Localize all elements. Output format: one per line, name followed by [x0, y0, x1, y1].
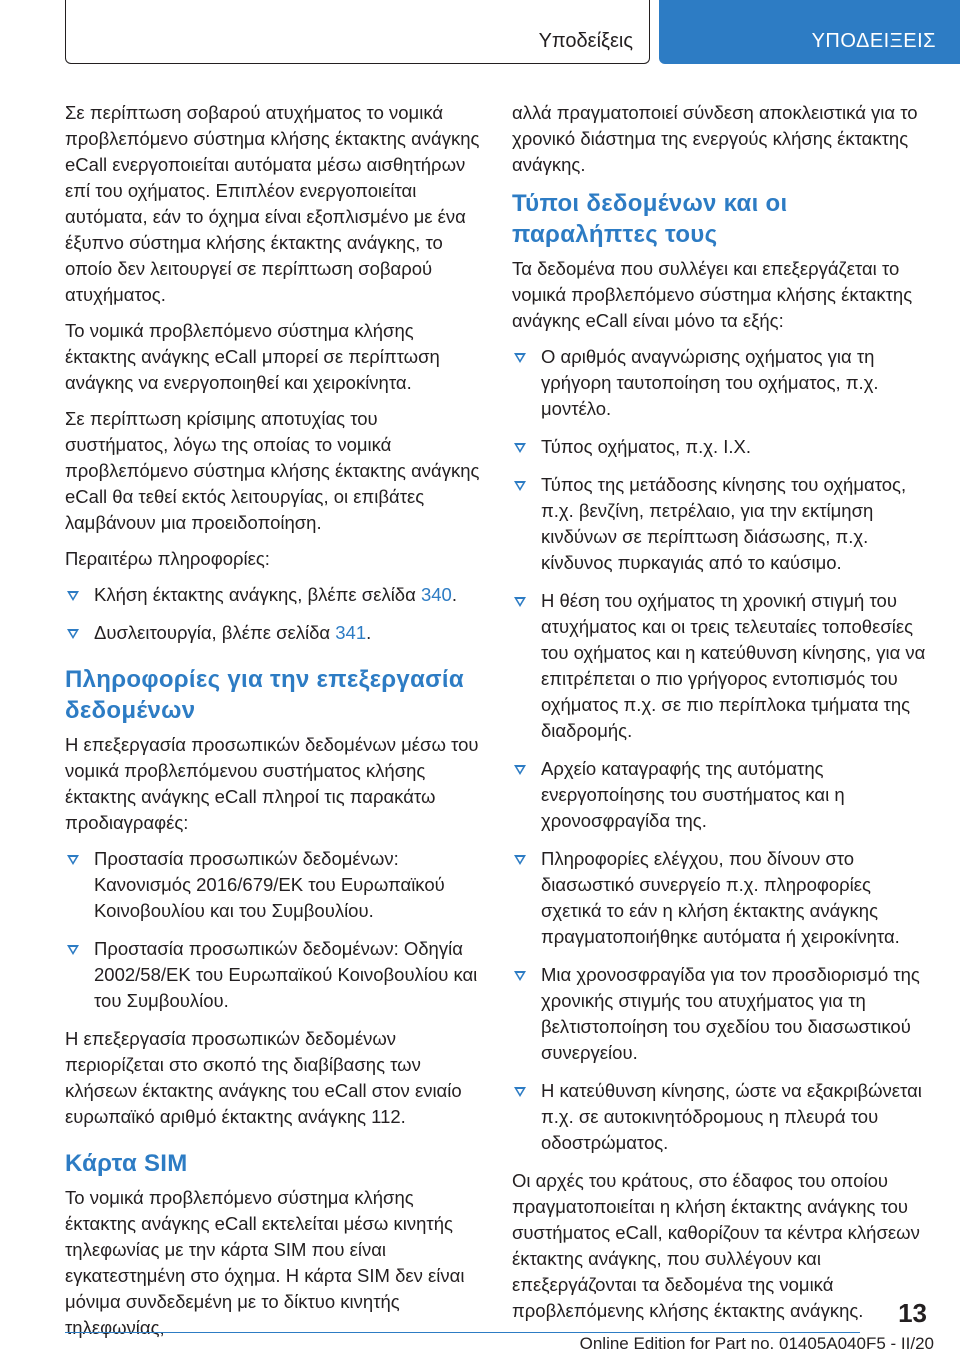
triangle-bullet-icon [514, 971, 526, 981]
footer-edition-text: Online Edition for Part no. 01405A040F5 - II/20 [579, 1334, 934, 1353]
page-number: 13 [898, 1298, 927, 1328]
list-item [512, 962, 928, 1066]
header-chapter-tab [659, 0, 960, 64]
reference-item [65, 582, 481, 608]
triangle-bullet-icon [514, 597, 526, 607]
paragraph: Οι αρχές του κράτους, στο έδαφος του οποίου πραγματοποιείται η κλήση έκτακτης ανάγκης του συστήματος eCall, καθορίζουν τα κέντρα κλήσεων έκτακτης ανάγκης, που συλλέγουν και επεξεργάζονται τα δεδομένα της νομικά προβλεπόμενης κλήσης έκτακτης ανάγκης. [512, 1170, 920, 1321]
left-column [65, 100, 481, 1351]
list-item [512, 1078, 928, 1156]
triangle-bullet-icon [67, 591, 79, 601]
section-heading: Τύποι δεδομένων και οι παραλήπτες τους [512, 190, 788, 248]
list-item [512, 588, 928, 744]
header-section-title: Υποδείξεις [538, 30, 633, 52]
page-link[interactable]: 340 [420, 584, 452, 605]
spec-list [65, 846, 481, 1014]
list-item [65, 936, 481, 1014]
paragraph: Το νομικά προβλεπόμενο σύστημα κλήσης έκτακτης ανάγκης eCall μπορεί σε περίπτωση ανάγκης να ενεργοποιηθεί και χειροκίνητα. [65, 320, 440, 393]
paragraph: Σε περίπτωση κρίσιμης αποτυχίας του συστήματος, λόγω της οποίας το νομικά προβλεπόμενο σύστημα κλήσης έκτακτης ανάγκης eCall θα τεθεί εκτός λειτουργίας, οι επιβάτες λαμβάνουν μια προειδοποίηση. [65, 408, 480, 533]
list-item-text: Προστασία προσωπικών δεδομένων: Οδηγία 2002/58/ΕΚ του Ευρωπαϊκού Κοινοβουλίου και του Συμβουλίου. [94, 938, 478, 1011]
section-heading: Κάρτα SIM [65, 1150, 188, 1177]
paragraph: Περαιτέρω πληροφορίες: [65, 548, 270, 569]
triangle-bullet-icon [514, 765, 526, 775]
paragraph: Η επεξεργασία προσωπικών δεδομένων μέσω του νομικά προβλεπόμενου συστήματος κλήσης έκτακτης ανάγκης eCall πληροί τις παρακάτω προδιαγραφές: [65, 734, 479, 833]
right-column [512, 100, 928, 1334]
list-item [512, 344, 928, 422]
triangle-bullet-icon [67, 629, 79, 639]
list-item [512, 434, 928, 460]
page-link[interactable]: 341 [335, 622, 367, 643]
list-item-text: Αρχείο καταγραφής της αυτόματης ενεργοποίησης του συστήματος και η χρονοσφραγίδα της. [541, 758, 845, 831]
list-item-text: Προστασία προσωπικών δεδομένων: Κανονισμός 2016/679/ΕΚ του Ευρωπαϊκού Κοινοβουλίου και του Συμβουλίου. [94, 848, 445, 921]
list-item [512, 756, 928, 834]
paragraph: Τα δεδομένα που συλλέγει και επεξεργάζεται το νομικά προβλεπόμενο σύστημα κλήσης έκτακτης ανάγκης eCall είναι μόνο τα εξής: [512, 258, 913, 331]
reference-text: Κλήση έκτακτης ανάγκης, βλέπε σελίδα [94, 584, 421, 605]
reference-end: . [366, 622, 372, 643]
section-heading: Πληροφορίες για την επεξεργασία δεδομένων [65, 666, 464, 724]
list-item-text: Τύπος οχήματος, π.χ. Ι.Χ. [541, 436, 751, 457]
data-types-list [512, 344, 928, 1156]
list-item [512, 846, 928, 950]
reference-end: . [451, 584, 457, 605]
list-item-text: Η κατεύθυνση κίνησης, ώστε να εξακριβώνεται π.χ. σε αυτοκινητόδρομους η πλευρά του οδοστρώματος. [541, 1080, 922, 1153]
reference-list [65, 582, 481, 646]
reference-item [65, 620, 481, 646]
paragraph: Η επεξεργασία προσωπικών δεδομένων περιορίζεται στο σκοπό της διαβίβασης των κλήσεων έκτακτης ανάγκης του eCall στον ενιαίο ευρωπαϊκό αριθμό έκτακτης ανάγκης 112. [65, 1028, 462, 1127]
reference-text: Δυσλειτουργία, βλέπε σελίδα [94, 622, 336, 643]
list-item-text: Ο αριθμός αναγνώρισης οχήματος για τη γρήγορη ταυτοποίηση του οχήματος, π.χ. μοντέλο. [541, 346, 879, 419]
triangle-bullet-icon [514, 443, 526, 453]
triangle-bullet-icon [514, 353, 526, 363]
list-item [65, 846, 481, 924]
header-section-box [65, 0, 650, 64]
paragraph: Σε περίπτωση σοβαρού ατυχήματος το νομικά προβλεπόμενο σύστημα κλήσης έκτακτης ανάγκης eCall ενεργοποιείται αυτόματα μέσω αισθητήρων επί του οχήματος. Επιπλέον ενεργοποιείται αυτόματα, εάν το όχημα είναι εξοπλισμένο με ένα έξυπνο σύστημα κλήσης έκτακτης ανάγκης, το οποίο δεν λειτουργεί σε περίπτωση σοβαρού ατυχήματος. [65, 102, 480, 305]
list-item-text: Τύπος της μετάδοσης κίνησης του οχήματος, π.χ. βενζίνη, πετρέλαιο, για την εκτίμηση κινδύνων σε περίπτωση διάσωσης, π.χ. κίνδυνος πυρκαγιάς από το καύσιμο. [541, 474, 907, 573]
paragraph: Το νομικά προβλεπόμενο σύστημα κλήσης έκτακτης ανάγκης eCall εκτελείται μέσω κινητής τηλεφωνίας με την κάρτα SIM που είναι εγκατεστημένη στο όχημα. Η κάρτα SIM δεν είναι μόνιμα συνδεδεμένη με το δίκτυο κινητής τηλεφωνίας, [65, 1187, 465, 1338]
list-item-text: Πληροφορίες ελέγχου, που δίνουν στο διασωστικό συνεργείο π.χ. πληροφορίες σχετικά το εάν η κλήση έκτακτης ανάγκης πραγματοποιήθηκε αυτόματα ή χειροκίνητα. [541, 848, 900, 947]
triangle-bullet-icon [514, 855, 526, 865]
footer-divider [65, 1332, 860, 1333]
triangle-bullet-icon [67, 945, 79, 955]
triangle-bullet-icon [514, 1087, 526, 1097]
header-chapter-title: ΥΠΟΔΕΙΞΕΙΣ [811, 30, 936, 52]
list-item-text: Μια χρονοσφραγίδα για τον προσδιορισμό της χρονικής στιγμής του ατυχήματος για τη βελτιστοποίηση του σχεδίου του διασωστικού συνεργείου. [541, 964, 920, 1063]
triangle-bullet-icon [514, 481, 526, 491]
paragraph: αλλά πραγματοποιεί σύνδεση αποκλειστικά για το χρονικό διάστημα της ενεργούς κλήσης έκτακτης ανάγκης. [512, 102, 918, 175]
list-item [512, 472, 928, 576]
list-item-text: Η θέση του οχήματος τη χρονική στιγμή του ατυχήματος και οι τρεις τελευταίες τοποθεσίες του οχήματος και η κατεύθυνση κίνησης, για να επιτρέπεται ο πιο γρήγορος εντοπισμός του οχήματος π.χ. σε πιο περίπλοκα τμήματα της διαδρομής. [541, 590, 926, 741]
triangle-bullet-icon [67, 855, 79, 865]
